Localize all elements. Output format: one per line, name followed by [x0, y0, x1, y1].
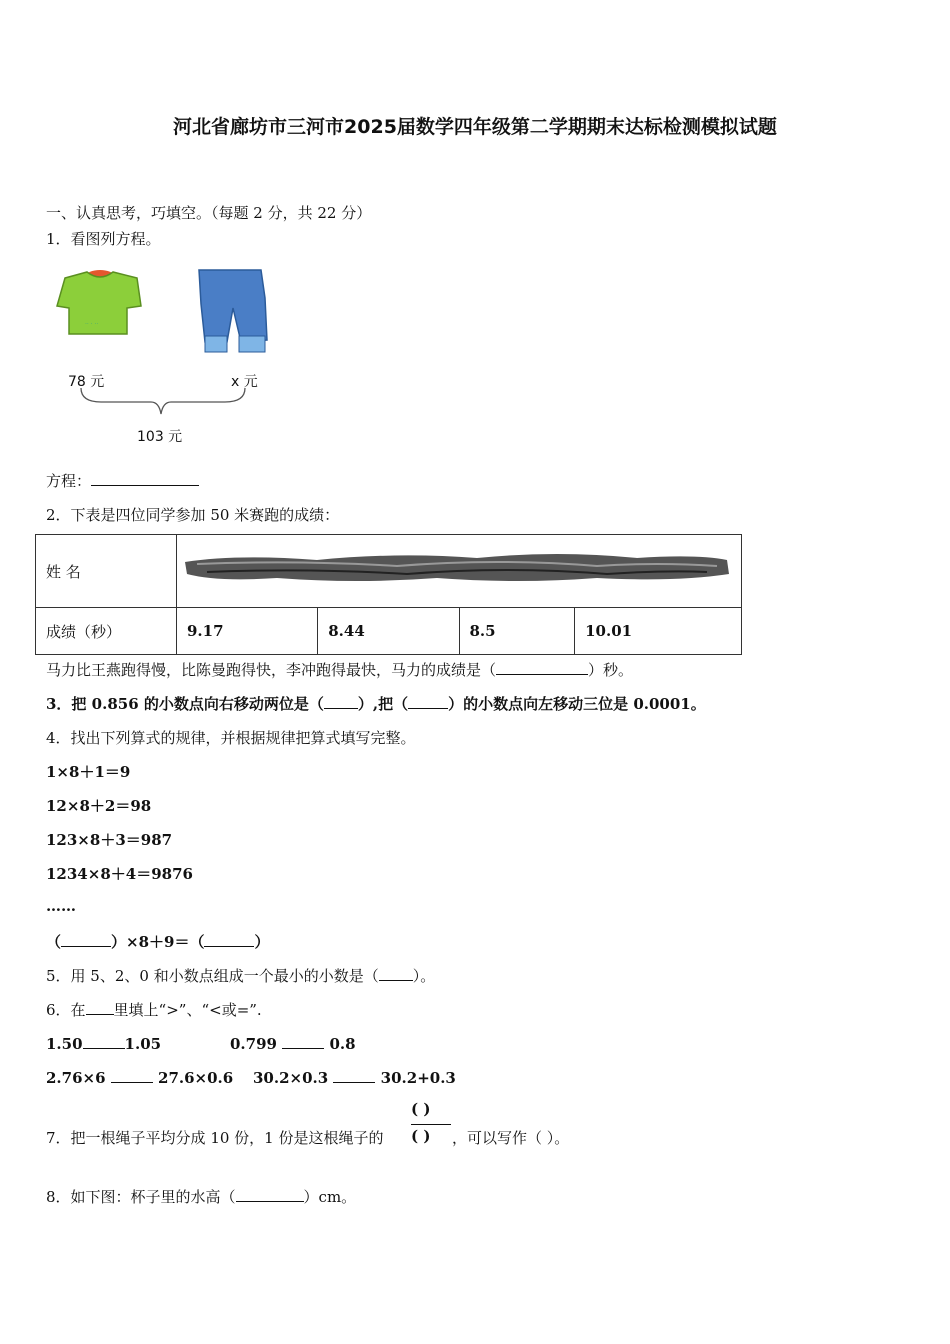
- names-cell: [177, 535, 742, 608]
- q3-text-3: ）的小数点向左移动三位是 0.0001。: [448, 695, 706, 713]
- score-cell: 9.17: [177, 608, 318, 655]
- score-cell: 10.01: [575, 608, 742, 655]
- total-brace: [81, 388, 245, 414]
- compare-right: 0.8: [329, 1035, 356, 1053]
- pattern-ellipsis: ……: [46, 897, 76, 915]
- question-7-text: 7．把一根绳子平均分成 10 份，1 份是这根绳子的: [46, 1129, 384, 1147]
- price-right-label: x 元: [231, 374, 258, 390]
- compare-blank[interactable]: [333, 1068, 375, 1083]
- name-header: 姓 名: [36, 535, 177, 608]
- fraction-denominator[interactable]: ( ): [411, 1127, 431, 1145]
- question-1: 1．看图列方程。: [46, 230, 161, 248]
- compare-blank[interactable]: [83, 1034, 125, 1049]
- compare-left: 1.50: [46, 1035, 83, 1053]
- price-left-label: 78 元: [68, 374, 105, 390]
- section-heading: 一、认真思考，巧填空。（每题 2 分，共 22 分）: [46, 204, 372, 222]
- pattern-line: 123×8＋3＝987: [46, 831, 173, 849]
- q5-suffix: ）。: [412, 967, 436, 985]
- question-3: [46, 693, 706, 714]
- question-5: [46, 965, 435, 986]
- question-2: 2．下表是四位同学参加 50 米赛跑的成绩：: [46, 506, 340, 524]
- score-blank[interactable]: [496, 660, 588, 675]
- q4-close: ）: [254, 933, 270, 951]
- compare-left: 0.799: [230, 1035, 277, 1053]
- question-7-suffix: ，可以写作（ ）。: [452, 1129, 570, 1147]
- q6-example-blank: [86, 1000, 114, 1015]
- clothes-illustration: [55, 268, 295, 448]
- shirt-icon: [57, 270, 141, 334]
- q6-text: 6．在: [46, 1001, 86, 1019]
- pattern-line: 1234×8＋4＝9876: [46, 865, 193, 883]
- score-header: 成绩（秒）: [36, 608, 177, 655]
- compare-blank[interactable]: [282, 1034, 324, 1049]
- equation-blank[interactable]: [91, 471, 199, 486]
- pants-icon: [199, 270, 267, 352]
- q4-open: （: [46, 933, 62, 951]
- q8-text: 8．如下图：杯子里的水高（: [46, 1188, 236, 1206]
- equation-line: [46, 470, 199, 491]
- compare-row-2b: [253, 1068, 456, 1087]
- svg-text:.. . ..: .. . ..: [85, 319, 99, 326]
- compare-left: 30.2×0.3: [253, 1069, 329, 1087]
- compare-left: 2.76×6: [46, 1069, 106, 1087]
- price-total-label: 103 元: [137, 429, 183, 445]
- q6-suffix: 里填上“>”、“<或=”.: [113, 1001, 262, 1019]
- q8-suffix: ）cm。: [303, 1188, 357, 1206]
- scores-table: [35, 534, 742, 655]
- q4-mid: ）×8＋9＝（: [111, 933, 205, 951]
- compare-right: 27.6×0.6: [158, 1069, 234, 1087]
- clothes-drawing: [55, 268, 295, 448]
- score-cell: 8.5: [459, 608, 575, 655]
- q5-blank[interactable]: [379, 966, 413, 981]
- question-6: [46, 999, 262, 1020]
- pattern-line: 1×8＋1＝9: [46, 763, 131, 781]
- equation-label: 方程：: [46, 472, 92, 490]
- q5-text: 5．用 5、2、0 和小数点组成一个最小的小数是（: [46, 967, 379, 985]
- blurred-names-image: [177, 544, 737, 594]
- question-8: [46, 1186, 356, 1207]
- question-4: 4．找出下列算式的规律，并根据规律把算式填写完整。: [46, 729, 416, 747]
- q4-blank-1[interactable]: [61, 932, 111, 947]
- note-text: 马力比王燕跑得慢，比陈曼跑得快，李冲跑得最快，马力的成绩是（: [46, 661, 497, 679]
- compare-row-2a: [46, 1068, 233, 1087]
- q3-text-1: 3．把 0.856 的小数点向右移动两位是（: [46, 695, 324, 713]
- q3-blank-2[interactable]: [408, 694, 448, 709]
- pattern-line: 12×8＋2＝98: [46, 797, 152, 815]
- fraction-numerator[interactable]: ( ): [411, 1100, 431, 1118]
- page-title: 河北省廊坊市三河市2025届数学四年级第二学期期末达标检测模拟试题: [173, 116, 777, 138]
- score-cell: 8.44: [318, 608, 459, 655]
- compare-blank[interactable]: [111, 1068, 153, 1083]
- compare-right: 30.2+0.3: [380, 1069, 456, 1087]
- compare-right: 1.05: [124, 1035, 162, 1053]
- compare-row-1a: [46, 1034, 161, 1053]
- note-suffix: ）秒。: [588, 661, 634, 679]
- question-2-note: [46, 659, 633, 680]
- q8-blank[interactable]: [236, 1187, 304, 1202]
- q3-blank-1[interactable]: [324, 694, 358, 709]
- pattern-fill-line: [46, 931, 269, 952]
- fraction-bar: [411, 1124, 451, 1125]
- q3-text-2: ）,把（: [357, 695, 409, 713]
- q4-blank-2[interactable]: [204, 932, 254, 947]
- compare-row-1b: [230, 1034, 356, 1053]
